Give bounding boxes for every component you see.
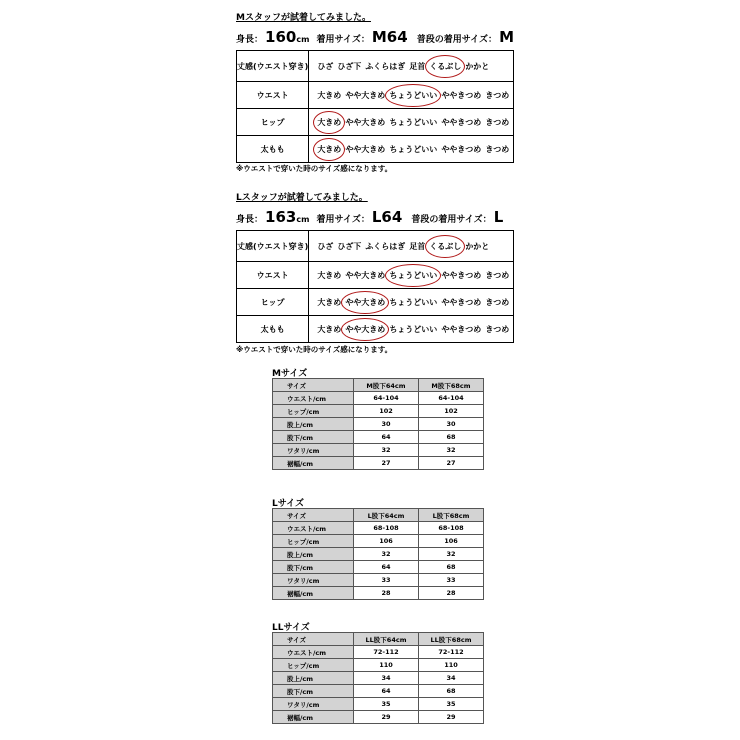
size-cell: 裾幅/cm — [273, 457, 354, 470]
fit-row-label: 太もも — [237, 316, 309, 343]
size-header-cell: サイズ — [273, 379, 354, 392]
size-cell: 106 — [419, 535, 484, 548]
fit-option: きつめ — [485, 270, 510, 280]
size-cell: 股下/cm — [273, 685, 354, 698]
size-cell: ヒップ/cm — [273, 535, 354, 548]
fit-options — [309, 262, 514, 289]
size-row — [273, 561, 484, 574]
size-header-cell: サイズ — [273, 509, 354, 522]
ll-size-table — [272, 632, 484, 724]
size-cell: ワタリ/cm — [273, 574, 354, 587]
fit-row — [237, 136, 514, 163]
length-option: くるぶし — [429, 61, 462, 71]
size-cell: 68 — [419, 561, 484, 574]
size-cell: 33 — [419, 574, 484, 587]
fit-options — [309, 82, 514, 109]
size-cell: 裾幅/cm — [273, 711, 354, 724]
size-header-cell: M股下64cm — [354, 379, 419, 392]
fit-option: ちょうどいい — [389, 117, 438, 127]
length-row — [237, 231, 514, 262]
size-cell: 34 — [419, 672, 484, 685]
size-header-cell: M股下68cm — [419, 379, 484, 392]
length-option: ひざ下 — [337, 241, 362, 251]
size-header-row — [273, 379, 484, 392]
size-cell: 29 — [419, 711, 484, 724]
size-row — [273, 457, 484, 470]
length-option: ふくらはぎ — [365, 61, 406, 71]
fit-options — [309, 109, 514, 136]
length-option: ひざ下 — [337, 61, 362, 71]
length-option: 足首 — [409, 241, 426, 251]
fit-option: きつめ — [485, 297, 510, 307]
m-staff-note: ※ウエストで穿いた時のサイズ感になります。 — [236, 164, 393, 173]
size-cell: 68 — [419, 431, 484, 444]
size-cell: ヒップ/cm — [273, 659, 354, 672]
wear-size-label: 着用サイズ： — [316, 35, 370, 45]
fit-row — [237, 262, 514, 289]
fit-option: ややきつめ — [441, 324, 482, 334]
size-row — [273, 444, 484, 457]
fit-option: ややきつめ — [441, 144, 482, 154]
usual-size-label: 普段の着用サイズ： — [416, 35, 498, 45]
size-cell: 股下/cm — [273, 561, 354, 574]
fit-option: きつめ — [485, 144, 510, 154]
l-size-table — [272, 508, 484, 600]
size-cell: ウエスト/cm — [273, 392, 354, 405]
fit-row-label: ヒップ — [237, 289, 309, 316]
size-cell: 68-108 — [354, 522, 419, 535]
fit-option: ややきつめ — [441, 117, 482, 127]
fit-option: きつめ — [485, 117, 510, 127]
size-cell: 32 — [354, 444, 419, 457]
length-option: ふくらはぎ — [365, 241, 406, 251]
size-cell: 28 — [419, 587, 484, 600]
l-staff-title: Lスタッフが試着してみました。 — [236, 193, 368, 203]
fit-row — [237, 289, 514, 316]
fit-option: ややきつめ — [441, 90, 482, 100]
size-cell: 33 — [354, 574, 419, 587]
ll-size-title: LLサイズ — [272, 623, 310, 633]
fit-row-label: ヒップ — [237, 109, 309, 136]
size-cell: 110 — [419, 659, 484, 672]
size-header-cell: LL股下64cm — [354, 633, 419, 646]
size-row — [273, 405, 484, 418]
height-unit: cm — [296, 215, 310, 224]
length-option: かかと — [465, 61, 490, 71]
size-row — [273, 711, 484, 724]
fit-option: ややきつめ — [441, 297, 482, 307]
wear-size-value: L64 — [371, 208, 403, 226]
size-cell: ワタリ/cm — [273, 444, 354, 457]
fit-option: やや大きめ — [345, 297, 386, 307]
fit-option: やや大きめ — [345, 144, 386, 154]
length-options — [309, 51, 514, 82]
size-cell: 64 — [354, 561, 419, 574]
size-cell: 29 — [354, 711, 419, 724]
size-row — [273, 535, 484, 548]
m-staff-info — [236, 28, 514, 46]
fit-option: やや大きめ — [345, 117, 386, 127]
length-row — [237, 51, 514, 82]
fit-row-label: ウエスト — [237, 262, 309, 289]
size-cell: 32 — [419, 444, 484, 457]
usual-size-value: M — [499, 28, 514, 46]
fit-row — [237, 316, 514, 343]
fit-option: やや大きめ — [345, 270, 386, 280]
size-cell: 32 — [354, 548, 419, 561]
l-staff-fit-table — [236, 230, 514, 343]
size-row — [273, 698, 484, 711]
size-row — [273, 685, 484, 698]
size-row — [273, 574, 484, 587]
size-cell: 32 — [419, 548, 484, 561]
size-cell: 股上/cm — [273, 548, 354, 561]
size-row — [273, 548, 484, 561]
size-cell: 110 — [354, 659, 419, 672]
fit-row-label: ウエスト — [237, 82, 309, 109]
size-cell: 27 — [354, 457, 419, 470]
m-size-table — [272, 378, 484, 470]
fit-options — [309, 136, 514, 163]
size-cell: 64 — [354, 431, 419, 444]
fit-option: 大きめ — [317, 324, 342, 334]
fit-options — [309, 289, 514, 316]
fit-option: 大きめ — [317, 117, 342, 127]
fit-option: ちょうどいい — [389, 297, 438, 307]
size-cell: 106 — [354, 535, 419, 548]
size-cell: 裾幅/cm — [273, 587, 354, 600]
size-cell: 64 — [354, 685, 419, 698]
size-cell: 27 — [419, 457, 484, 470]
size-header-cell: サイズ — [273, 633, 354, 646]
height-label: 身長： — [236, 215, 264, 225]
height-unit: cm — [296, 35, 310, 44]
fit-option: きつめ — [485, 90, 510, 100]
fit-option: 大きめ — [317, 297, 342, 307]
size-cell: 72-112 — [419, 646, 484, 659]
size-row — [273, 418, 484, 431]
usual-size-value: L — [493, 208, 504, 226]
fit-row — [237, 82, 514, 109]
size-cell: 68 — [419, 685, 484, 698]
length-option: かかと — [465, 241, 490, 251]
size-cell: 72-112 — [354, 646, 419, 659]
size-cell: 64-104 — [354, 392, 419, 405]
size-row — [273, 672, 484, 685]
l-staff-info — [236, 208, 503, 226]
size-header-row — [273, 509, 484, 522]
wear-size-label: 着用サイズ： — [316, 215, 370, 225]
size-row — [273, 659, 484, 672]
m-staff-title: Mスタッフが試着してみました。 — [236, 13, 371, 23]
size-cell: 股上/cm — [273, 418, 354, 431]
size-header-cell: L股下68cm — [419, 509, 484, 522]
length-label: 丈感(ウエスト穿き) — [237, 51, 309, 82]
usual-size-label: 普段の着用サイズ： — [411, 215, 492, 225]
height-value: 160 — [265, 28, 297, 46]
fit-row-label: 太もも — [237, 136, 309, 163]
fit-option: 大きめ — [317, 144, 342, 154]
fit-option: ちょうどいい — [389, 324, 438, 334]
fit-option: 大きめ — [317, 270, 342, 280]
l-staff-note: ※ウエストで穿いた時のサイズ感になります。 — [236, 345, 393, 354]
fit-option: ちょうどいい — [389, 90, 438, 100]
length-label: 丈感(ウエスト穿き) — [237, 231, 309, 262]
l-size-title: Lサイズ — [272, 499, 305, 509]
m-staff-fit-table — [236, 50, 514, 163]
fit-option: やや大きめ — [345, 324, 386, 334]
fit-option: ややきつめ — [441, 270, 482, 280]
size-cell: 35 — [419, 698, 484, 711]
fit-row — [237, 109, 514, 136]
m-size-title: Mサイズ — [272, 369, 308, 379]
length-option: くるぶし — [429, 241, 462, 251]
size-row — [273, 646, 484, 659]
size-cell: ウエスト/cm — [273, 646, 354, 659]
fit-options — [309, 316, 514, 343]
length-option: ひざ — [317, 241, 334, 251]
size-cell: 34 — [354, 672, 419, 685]
size-header-row — [273, 633, 484, 646]
fit-option: ちょうどいい — [389, 270, 438, 280]
size-cell: ワタリ/cm — [273, 698, 354, 711]
size-cell: 30 — [419, 418, 484, 431]
fit-option: きつめ — [485, 324, 510, 334]
size-row — [273, 522, 484, 535]
length-option: ひざ — [317, 61, 334, 71]
height-value: 163 — [265, 208, 297, 226]
fit-option: 大きめ — [317, 90, 342, 100]
size-cell: 68-108 — [419, 522, 484, 535]
size-cell: 30 — [354, 418, 419, 431]
length-options — [309, 231, 514, 262]
size-cell: ウエスト/cm — [273, 522, 354, 535]
size-header-cell: L股下64cm — [354, 509, 419, 522]
size-cell: 102 — [419, 405, 484, 418]
size-cell: 35 — [354, 698, 419, 711]
size-row — [273, 392, 484, 405]
fit-option: やや大きめ — [345, 90, 386, 100]
size-cell: 64-104 — [419, 392, 484, 405]
height-label: 身長： — [236, 35, 264, 45]
size-cell: 股下/cm — [273, 431, 354, 444]
size-cell: 股上/cm — [273, 672, 354, 685]
size-cell: ヒップ/cm — [273, 405, 354, 418]
size-cell: 28 — [354, 587, 419, 600]
fit-option: ちょうどいい — [389, 144, 438, 154]
size-row — [273, 431, 484, 444]
wear-size-value: M64 — [371, 28, 408, 46]
length-option: 足首 — [409, 61, 426, 71]
size-row — [273, 587, 484, 600]
size-header-cell: LL股下68cm — [419, 633, 484, 646]
size-cell: 102 — [354, 405, 419, 418]
